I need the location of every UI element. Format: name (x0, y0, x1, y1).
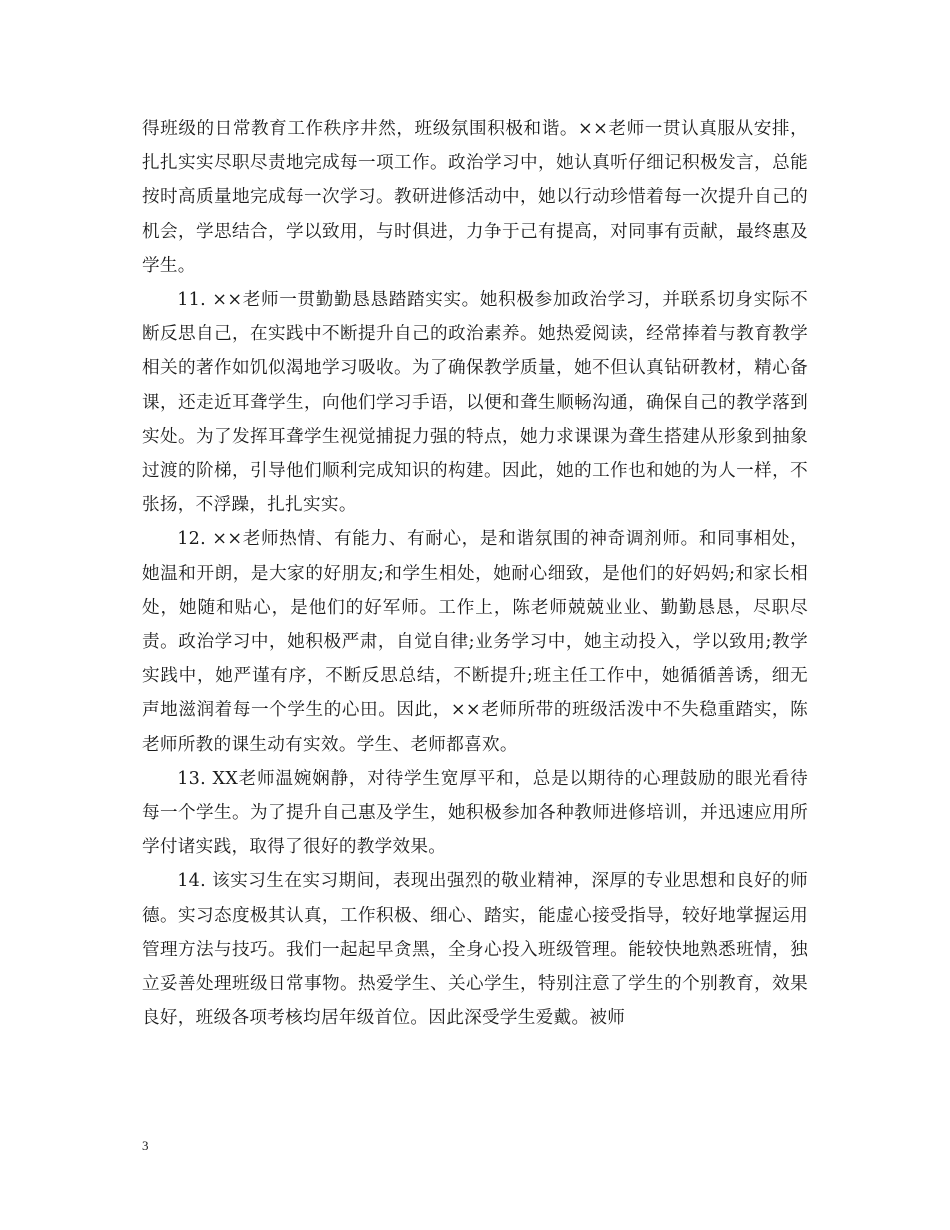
page-number: 3 (142, 1138, 149, 1153)
paragraph-item-13: 13. XX老师温婉娴静，对待学生宽厚平和，总是以期待的心理鼓励的眼光看待每一个学生。为了提升自己惠及学生，她积极参加各种教师进修培训，并迅速应用所学付诸实践，取得了很好的教学效果。 (142, 768, 808, 858)
paragraph-item-11: 11. ××老师一贯勤勤恳恳踏踏实实。她积极参加政治学习，并联系切身实际不断反思自己，在实践中不断提升自己的政治素养。她热爱阅读，经常捧着与教育教学相关的著作如饥似渴地学习吸收。为了确保教学质量，她不但认真钻研教材，精心备课，还走近耳聋学生，向他们学习手语，以便和聋生顺畅沟通，确保自己的教学落到实处。为了发挥耳聋学生视觉捕捉力强的特点，她力求课课为聋生搭建从形象到抽象过渡的阶梯，引导他们顺利完成知识的构建。因此，她的工作也和她的为人一样，不张扬，不浮躁，扎扎实实。 (142, 290, 808, 516)
paragraph-continuation: 得班级的日常教育工作秩序井然，班级氛围积极和谐。××老师一贯认真服从安排，扎扎实实尽职尽责地完成每一项工作。政治学习中，她认真听仔细记积极发言，总能按时高质量地完成每一次学习。教研进修活动中，她以行动珍惜着每一次提升自己的机会，学思结合，学以致用，与时俱进，力争于己有提高，对同事有贡献，最终惠及学生。 (142, 119, 808, 276)
paragraph-item-12: 12. ××老师热情、有能力、有耐心，是和谐氛围的神奇调剂师。和同事相处，她温和开朗，是大家的好朋友;和学生相处，她耐心细致，是他们的好妈妈;和家长相处，她随和贴心，是他们的好军师。工作上，陈老师兢兢业业、勤勤恳恳，尽职尽责。政治学习中，她积极严肃，自觉自律;业务学习中，她主动投入，学以致用;教学实践中，她严谨有序，不断反思总结，不断提升;班主任工作中，她循循善诱，细无声地滋润着每一个学生的心田。因此，××老师所带的班级活泼中不失稳重踏实，陈老师所教的课生动有实效。学生、老师都喜欢。 (142, 529, 808, 755)
document-body (142, 112, 808, 1035)
paragraph-item-14: 14. 该实习生在实习期间，表现出强烈的敬业精神，深厚的专业思想和良好的师德。实习态度极其认真，工作积极、细心、踏实，能虚心接受指导，较好地掌握运用管理方法与技巧。我们一起起早贪黑，全身心投入班级管理。能较快地熟悉班情，独立妥善处理班级日常事物。热爱学生、关心学生，特别注意了学生的个别教育，效果良好，班级各项考核均居年级首位。因此深受学生爱戴。被师 (142, 871, 808, 1029)
